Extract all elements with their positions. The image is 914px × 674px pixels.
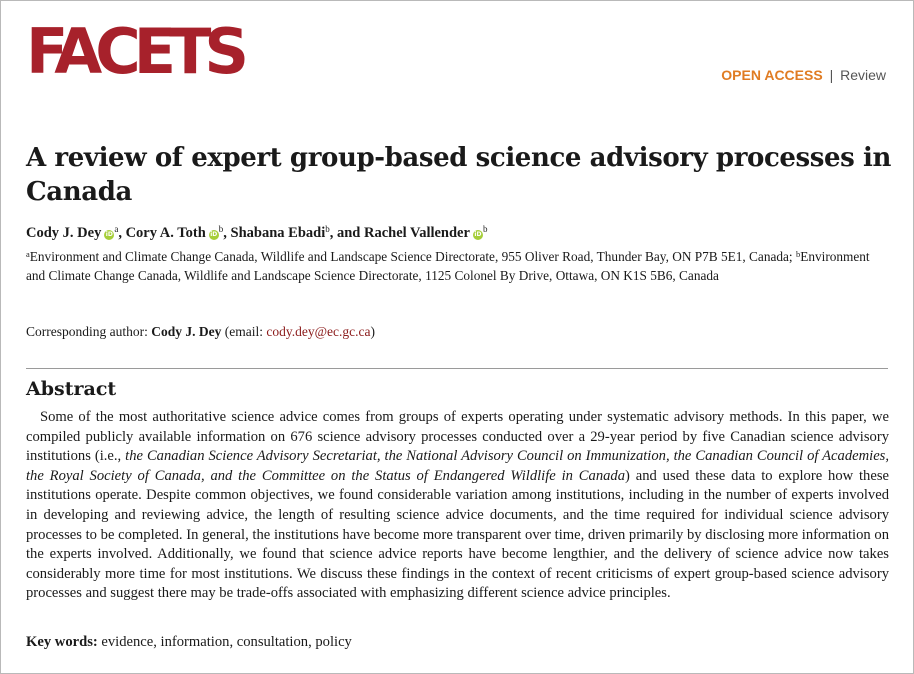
access-separator: | bbox=[829, 67, 834, 83]
abstract-text-part-2: ) and used these data to explore how these institutions operate. Despite common objectives, we found considerable variation among institutions, including in the number of experts involved in developing and reviewing advice, the length of resulting science advice documents, and the time required for individual science advisory processes to be completed. In general, the institutions have become more transparent over time, driven primarily by disclosing more information on the experts involved. Additionally, we found that science advice reports have become lengthier, and the delivery of science advice now takes considerably more time for most institutions. We discuss these findings in the context of recent criticisms of expert group-based science advisory processes and suggest there may be trade-offs associated with emphasizing different science advice principles. bbox=[26, 467, 889, 602]
open-access-label: OPEN ACCESS bbox=[721, 67, 823, 83]
author-separator: , bbox=[223, 225, 231, 241]
orcid-icon[interactable]: iD bbox=[474, 231, 482, 238]
corr-email-link[interactable]: cody.dey@ec.gc.ca bbox=[266, 324, 371, 339]
affil-text-b: Environment and Climate Change Canada, Wildlife and Landscape Science Directorate, 1125 Colonel By Drive, Ottawa, ON K1S 5B6, Canada bbox=[26, 249, 870, 284]
facets-logo: FACETS bbox=[26, 15, 243, 88]
author-name[interactable]: Cody J. Dey bbox=[26, 225, 102, 241]
author-separator: , and bbox=[329, 225, 364, 241]
author-separator: , bbox=[118, 225, 126, 241]
section-divider bbox=[26, 368, 888, 369]
affil-label-a: a bbox=[26, 249, 30, 259]
article-type-label: Review bbox=[840, 67, 886, 83]
affiliations bbox=[26, 245, 891, 286]
corresponding-author bbox=[26, 322, 375, 342]
access-status bbox=[721, 67, 886, 83]
affil-text-a: Environment and Climate Change Canada, Wildlife and Landscape Science Directorate, 955 Oliver Road, Thunder Bay, ON P7B 5E1, Canada; bbox=[29, 249, 796, 264]
corr-email-suffix: ) bbox=[370, 324, 375, 339]
keywords-label: Key words: bbox=[26, 634, 98, 650]
corr-name: Cody J. Dey bbox=[151, 324, 222, 339]
abstract-heading: Abstract bbox=[26, 378, 117, 400]
orcid-icon[interactable]: iD bbox=[105, 231, 113, 238]
affil-label-b: b bbox=[795, 249, 801, 259]
abstract-text-italic: the Canadian Science Advisory Secretariat, the National Advisory Council on Immunization, the Canadian Council of Academies, the Royal Society of Canada, and the Committee on the Status of Endangered Wildlife in Canada bbox=[26, 448, 889, 484]
article-title: A review of expert group-based science advisory processes in Canada bbox=[26, 143, 892, 207]
keywords bbox=[26, 632, 352, 652]
corr-email-prefix: (email: bbox=[221, 324, 267, 339]
author-affil-mark: a bbox=[114, 224, 119, 234]
author-name[interactable]: Shabana Ebadi bbox=[230, 225, 326, 241]
author-affil-mark: b bbox=[482, 224, 488, 234]
keywords-text: evidence, information, consultation, policy bbox=[97, 634, 352, 650]
abstract-text-part-1: Some of the most authoritative science advice comes from groups of experts operating under systematic advisory methods. In this paper, we compiled publicly available information on 676 science advisory processes conducted over a 29-year period by five Canadian science advisory institutions (i.e., bbox=[26, 409, 889, 465]
author-name[interactable]: Rachel Vallender bbox=[364, 225, 470, 241]
author-name[interactable]: Cory A. Toth bbox=[125, 225, 206, 241]
abstract-text bbox=[26, 408, 889, 604]
author-list bbox=[26, 219, 487, 243]
orcid-icon[interactable]: iD bbox=[210, 231, 218, 238]
author-affil-mark: b bbox=[325, 224, 330, 234]
corr-label: Corresponding author: bbox=[26, 324, 152, 339]
author-affil-mark: b bbox=[218, 224, 224, 234]
